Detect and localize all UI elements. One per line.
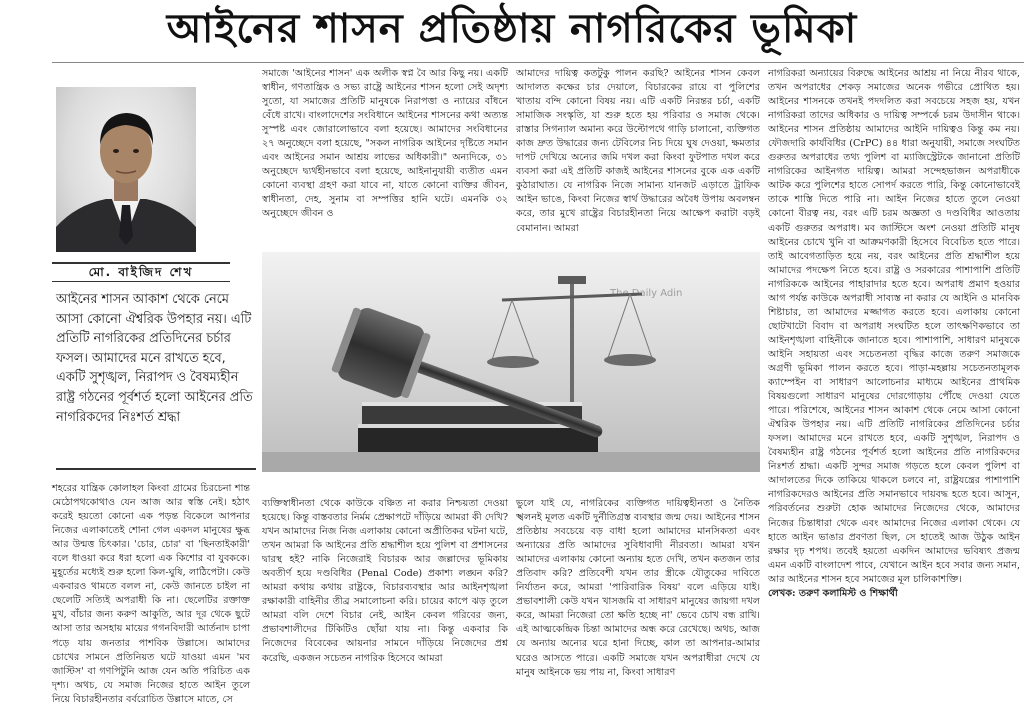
article-column-2-top	[262, 67, 508, 245]
header-rule	[52, 62, 1024, 63]
column-1-text: শহরের যান্ত্রিক কোলাহল কিংবা গ্রামের চিরচেনা শান্ত মেঠোপথকোথাও যেন আজ আর স্বস্তি নেই। হঠাৎ করেই হয়তো কোনো এক পড়ন্ত বিকেলে আপনার নিজের এলাকাতেই শোনা গেল একদল মানুষের ক্ষুব্ধ আর উন্মত্ত চিৎকার। 'চোর, চোর' বা 'ছিনতাইকারী' বলে ধাওয়া করে ধরা হলো এক কিশোর বা যুবককে। মুহূর্তের মধ্যেই শুরু হলো কিল-ঘুষি, লাঠিপেটা। কেউ একবারও থামতে বলল না, কেউ জানতে চাইল না ছেলেটি সত্যিই অপরাধী কি না। ছেলেটির রক্তাক্ত মুখ, বাঁচার জন্য করুণ আকুতি, আর দূর থেকে ছুটে আসা তার অসহায় মায়ের গগনবিদারী আর্তনাদ চাপা পড়ে যায় জনতার পাশবিক উল্লাসে। আমাদের চোখের সামনে প্রতিনিয়ত ঘটে যাওয়া এমন 'মব জাস্টিস' বা গণপিটুনি আজ যেন অতি পরিচিত এক দৃশ্য। অথচ, যে সমাজ নিজের হাতে আইন তুলে নিয়ে বিচারহীনতার বর্বরোচিত উল্লাসে মাতে, সে	[52, 483, 250, 705]
column-2-top-text: সমাজে 'আইনের শাসন' এক অলীক স্বপ্ন বৈ আর কিছু নয়। একটি স্বাধীন, গণতান্ত্রিক ও সভ্য রাষ্ট্রে আইনের শাসন হলো সেই অদৃশ্য সুতো, যা সমাজের প্রতিটি মানুষকে নিরাপত্তা ও ন্যায়ের বাঁধনে বেঁধে রাখে। বাংলাদেশের সংবিধানে আইনের শাসনের কথা অত্যন্ত সুস্পষ্ট এবং জোরালোভাবে বলা হয়েছে। আমাদের সংবিধানের ২৭ অনুচ্ছেদে বলা হয়েছে, "সকল নাগরিক আইনের দৃষ্টিতে সমান এবং আইনের সমান আশ্রয় লাভের অধিকারী।" অন্যদিকে, ৩১ অনুচ্ছেদে দ্ব্যর্থহীনভাবে বলা হয়েছে, আইনানুযায়ী ব্যতীত এমন কোনো ব্যবস্থা গ্রহণ করা যাবে না, যাতে কোনো ব্যক্তির জীবন, স্বাধীনতা, দেহ, সুনাম বা সম্পত্তির হানি ঘটে। এমনকি ৩২ অনুচ্ছেদে জীবন ও	[262, 68, 508, 220]
column-3-bottom-text: ভুলে যাই যে, নাগরিকের ব্যক্তিগত দায়িত্বহীনতা ও নৈতিক স্খলনই মূলত একটি দুর্নীতিগ্রস্ত ব্যবস্থার জন্ম দেয়। আইনের শাসন প্রতিষ্ঠায় সবচেয়ে বড় বাধা হলো আমাদের মানসিকতা এবং অন্যায়ের প্রতি আমাদের সুবিধাবাদী নীরবতা। আমরা যখন আমাদের এলাকায় কোনো অন্যায় হতে দেখি, তখন কতজন তার প্রতিবাদ করি? প্রতিবেশী যখন তার স্ত্রীকে যৌতুকের দাবিতে নির্যাতন করে, আমরা 'পারিবারিক বিষয়' বলে এড়িয়ে যাই। প্রভাবশালী কেউ যখন খাসজমি বা সাধারণ মানুষের জায়গা দখল করে, আমরা নিজেরা তো ক্ষতি হচ্ছে না' ভেবে চোখ বন্ধ রাখি। এই আত্মকেন্দ্রিক চিন্তা আমাদের অন্ধ করে রেখেছে। অথচ, আজ যে অন্যায় অন্যের ঘরে হানা দিচ্ছে, কাল তা আপনার-আমার ঘরেও আসতে পারে। একটি সমাজে যখন অপরাধীরা দেখে যে মানুষ আইনকে ভয় পায় না, কিংবা সাধারণ	[516, 498, 760, 678]
article-column-1	[52, 482, 250, 705]
watermark-text: The Daily Adin	[610, 288, 683, 299]
column-4-text: নাগরিকরা অন্যায়ের বিরুদ্ধে আইনের আশ্রয় না নিয়ে নীরব থাকে, তখন অপরাধের শেকড় সমাজের অনেক গভীরে প্রোথিত হয়। আইনের শাসনকে তখনই পদদলিত করা সবচেয়ে সহজ হয়, যখন নাগরিকরা তাদের অধিকার ও দায়িত্ব সম্পর্কে চরম উদাসীন থাকে। আইনের শাসন প্রতিষ্ঠায় আমাদের আইনি দায়িত্বও কিন্তু কম নয়। ফৌজদারি কার্যবিধির (CrPC) ৪৪ ধারা অনুযায়ী, সমাজে সংঘটিত গুরুতর অপরাধের তথ্য পুলিশ বা ম্যাজিস্ট্রেটকে জানানো প্রতিটি নাগরিকের আইনগত দায়িত্ব। আমরা সন্দেহভাজন অপরাধীকে আটক করে পুলিশের হাতে সোপর্দ করতে পারি, কিন্তু কোনোভাবেই তাকে শাস্তি দিতে পারি না। আইন নিজের হাতে তুলে নেওয়া কোনো বীরত্ব নয়, বরং এটি চরম অজ্ঞতা ও দণ্ডবিধির আওতায় একটি গুরুতর অপরাধ। মব জাস্টিসে অংশ নেওয়া প্রতিটি মানুষ আইনের চোখে খুনি বা আক্রমণকারী হিসেবে বিবেচিত হতে পারে। তাই আবেগতাড়িত হয়ে নয়, বরং আইনের প্রতি শ্রদ্ধাশীল হয়ে আমাদের পদক্ষেপ নিতে হবে। রাষ্ট্র ও সরকারের পাশাপাশি প্রতিটি নাগরিককে আইনের পাহারাদার হতে হবে। অপরাধ প্রমাণ হওয়ার আগ পর্যন্ত কাউকে অপরাধী সাব্যস্ত না করার যে আইনি ও মানবিক শিষ্টাচার, তা আমাদের মজ্জাগত করতে হবে। এলাকায় কোনো ছোটখাটো বিবাদ বা অপরাধ সংঘটিত হলে তাৎক্ষণিকভাবে তা আইনশৃঙ্খলা বাহিনীকে জানাতে হবে। পাশাপাশি, সাধারণ মানুষকে আইনি সহায়তা এবং সচেতনতা বৃদ্ধির কাজে তরুণ সমাজকে অগ্রণী ভূমিকা পালন করতে হবে। পাড়া-মহল্লায় সচেতনতামূলক ক্যাম্পেইন বা সাধারণ আলোচনার মাধ্যমে আইনের প্রাথমিক বিষয়গুলো সাধারণ মানুষের দোরগোড়ায় পৌঁছে দেওয়া যেতে পারে। পরিশেষে, আইনের শাসন আকাশ থেকে নেমে আসা কোনো ঐশ্বরিক উপহার নয়। এটি প্রতিটি নাগরিকের প্রতিদিনের চর্চার ফসল। আমাদের মনে রাখতে হবে, একটি সুশৃঙ্খল, নিরাপদ ও বৈষম্যহীন রাষ্ট্র গঠনের পূর্বশর্ত হলো আইনের প্রতি নাগরিকদের নিঃশর্ত শ্রদ্ধা। একটি সুন্দর সমাজ গড়তে হলে কেবল পুলিশ বা আদালতের দিকে তাকিয়ে থাকলে চলবে না, রাষ্ট্রযন্ত্রের পাশাপাশি নাগরিকদেরও আইনের প্রতি সমানভাবে দায়বদ্ধ হতে হবে। আসুন, পরিবর্তনের শুরুটা হোক আমাদের নিজেদের থেকে, আমাদের নিজের চিন্তাধারা থেকে এবং আমাদের নিজের এলাকা থেকে। যে হাতে আইন ভাঙার প্রবণতা ছিল, সে হাতেই আজ উঠুক আইন রক্ষার দৃঢ় শপথ। তবেই হয়তো একদিন আমাদের ভবিষ্যৎ প্রজন্ম এমন একটি বাংলাদেশ পাবে, যেখানে আইন হবে সবার জন্য সমান, আর আইনের শাসন হবে সমাজের মূল চালিকাশক্তি।	[768, 68, 1020, 585]
article-column-4	[768, 67, 1020, 692]
article-headline: আইনের শাসন প্রতিষ্ঠায় নাগরিকের ভূমিকা	[166, 6, 858, 52]
column-3-top-text: আমাদের দায়িত্ব কতটুকু পালন করছি? আইনের শাসন কেবল আদালত কক্ষের চার দেয়ালে, বিচারকের রায়ে বা পুলিশের খাতায় বন্দি কোনো বিষয় নয়। এটি একটি নিরন্তর চর্চা, একটি সামাজিক সংস্কৃতি, যা শুরু হতে হয় পরিবার ও সমাজ থেকে। রাস্তার সিগন্যাল অমান্য করে উল্টোপথে গাড়ি চালানো, ব্যক্তিগত কাজ দ্রুত উদ্ধারের জন্য টেবিলের নিচ দিয়ে ঘুষ দেওয়া, ক্ষমতার দাপট দেখিয়ে অন্যের জমি দখল করা কিংবা ফুটপাত দখল করে ব্যবসা করা এই প্রতিটি কাজই আইনের শাসনের বুকে এক একটি কুঠারাঘাত। যে নাগরিক নিজে সামান্য যানজট এড়াতে ট্রাফিক আইন ভাঙে, কিংবা নিজের স্বার্থ উদ্ধারের অবৈধ উপায় অবলম্বন করে, তার মুখে রাষ্ট্রের বিচারহীনতা নিয়ে আক্ষেপ করাটা বড়ই বেমানান। আমরা	[516, 68, 760, 234]
author-photo	[56, 87, 196, 252]
column-2-bottom-text: ব্যক্তিস্বাধীনতা থেকে কাউকে বঞ্চিত না করার নিশ্চয়তা দেওয়া হয়েছে। কিন্তু বাস্তবতার নির্মম প্রেক্ষাপটে দাঁড়িয়ে আমরা কী দেখি? যখন আমাদের নিজ নিজ এলাকায় কোনো অপ্রীতিকর ঘটনা ঘটে, তখন আমরা কি আইনের প্রতি শ্রদ্ধাশীল হয়ে পুলিশ বা প্রশাসনের দ্বারস্থ হই? নাকি নিজেরাই বিচারক আর জল্লাদের ভূমিকায় অবতীর্ণ হয়ে দণ্ডবিধির (Penal Code) প্রকাশ্য লঙ্ঘন করি? আমরা কথায় কথায় রাষ্ট্রকে, বিচারব্যবস্থার আর আইনশৃঙ্খলা রক্ষাকারী বাহিনীর তীব্র সমালোচনা করি। চায়ের কাপে ঝড় তুলে আমরা বলি দেশে বিচার নেই, আইন কেবল গরিবের জন্য, প্রভাবশালীদের টিকিটিও ছোঁয়া যায় না। কিন্তু একবার কি নিজেদের বিবেকের আয়নার সামনে দাঁড়িয়ে নিজেদের প্রশ্ন করেছি, একজন সচেতন নাগরিক হিসেবে আমরা	[262, 498, 508, 664]
author-portrait-image	[56, 87, 196, 252]
author-signature: লেখক: তরুণ কলামিস্ট ও শিক্ষার্থী	[768, 587, 898, 599]
article-column-2-bottom	[262, 497, 508, 692]
author-byline: মো. বাইজিদ শেখ	[52, 262, 230, 282]
article-column-3-bottom	[516, 497, 760, 692]
gavel-scales-books-image	[262, 252, 760, 472]
article-hero-image	[262, 252, 760, 472]
pull-quote-rule	[56, 468, 256, 470]
article-column-3-top	[516, 67, 760, 245]
pull-quote: আইনের শাসন আকাশ থেকে নেমে আসা কোনো ঐশ্বরিক উপহার নয়। এটি প্রতিটি নাগরিকের প্রতিদিনের চর্চার ফসল। আমাদের মনে রাখতে হবে, একটি সুশৃঙ্খল, নিরাপদ ও বৈষম্যহীন রাষ্ট্র গঠনের পূর্বশর্ত হলো আইনের প্রতি নাগরিকদের নিঃশর্ত শ্রদ্ধা	[56, 292, 253, 425]
